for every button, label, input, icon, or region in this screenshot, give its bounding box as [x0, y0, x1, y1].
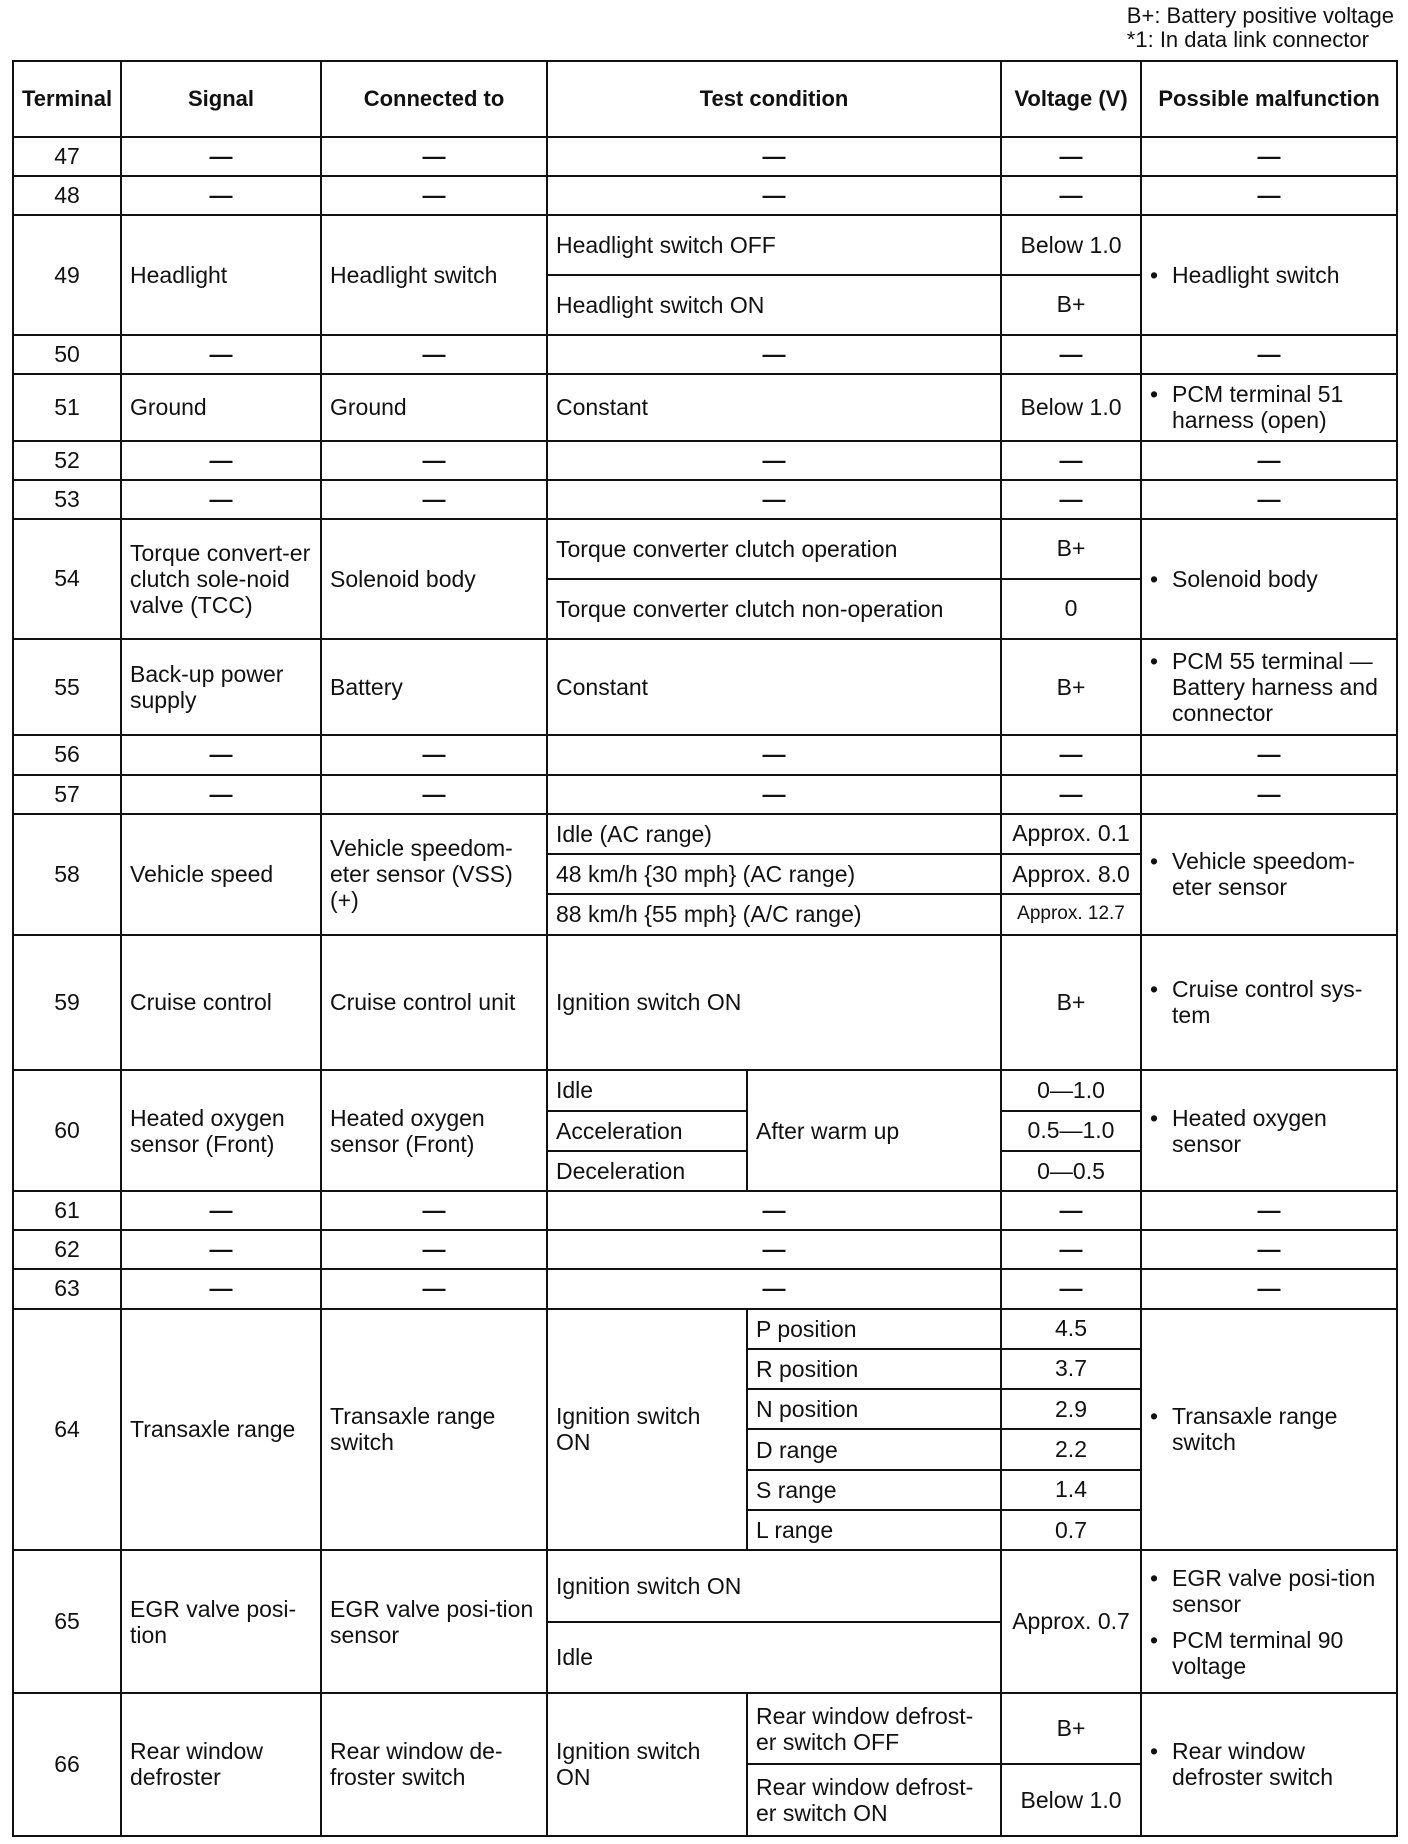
table-row [13, 519, 1397, 579]
dash-cell: — [121, 735, 321, 774]
dash-cell: — [547, 137, 1001, 176]
condition-cell: Headlight switch OFF [547, 215, 1001, 275]
terminal-cell: 58 [13, 814, 121, 935]
dash-cell: — [547, 441, 1001, 480]
table-row [13, 1550, 1397, 1621]
condition-cell: 88 km/h {55 mph} (A/C range) [547, 894, 1001, 934]
legend [1127, 4, 1394, 52]
dash-cell: — [547, 1191, 1001, 1230]
header-connected-to: Connected to [321, 61, 547, 137]
table-row [13, 814, 1397, 854]
legend-bplus: B+: Battery positive voltage [1126, 3, 1394, 28]
dash-cell: — [1141, 480, 1397, 519]
header-terminal: Terminal [13, 61, 121, 137]
voltage-cell: Below 1.0 [1001, 374, 1141, 441]
dash-cell: — [547, 480, 1001, 519]
table-row [13, 1269, 1397, 1308]
terminal-cell: 51 [13, 374, 121, 441]
dash-cell: — [1001, 1230, 1141, 1269]
voltage-cell: Approx. 0.7 [1001, 1550, 1141, 1693]
terminal-cell: 66 [13, 1693, 121, 1836]
dash-cell: — [1001, 480, 1141, 519]
dash-cell: — [321, 775, 547, 814]
signal-cell: Back-up power supply [121, 639, 321, 736]
dash-cell: — [121, 137, 321, 176]
connected-cell: Battery [321, 639, 547, 736]
dash-cell: — [547, 775, 1001, 814]
dash-cell: — [1141, 137, 1397, 176]
bullet-icon: • [1150, 565, 1159, 592]
condition-cell: Torque converter clutch non-operation [547, 579, 1001, 639]
dash-cell: — [121, 1230, 321, 1269]
dash-cell: — [1001, 441, 1141, 480]
condition-cell: Rear window defrost-er switch OFF [747, 1693, 1001, 1764]
dash-cell: — [1141, 775, 1397, 814]
condition-cell: R position [747, 1349, 1001, 1389]
table-row [13, 215, 1397, 275]
malfunction-cell: • Heated oxygen sensor [1141, 1070, 1397, 1191]
malfunction-cell: • PCM terminal 51 harness (open) [1141, 374, 1397, 441]
bullet-icon: • [1150, 1738, 1159, 1765]
dash-cell: — [1001, 1269, 1141, 1308]
signal-cell: Torque convert-er clutch sole-noid valve (TCC) [121, 519, 321, 639]
condition-cell: 48 km/h {30 mph} (AC range) [547, 854, 1001, 894]
condition-cell: P position [747, 1309, 1001, 1349]
condition-common-cell: Ignition switch ON [547, 1693, 747, 1836]
bullet-icon: • [1150, 262, 1159, 289]
dash-cell: — [1001, 735, 1141, 774]
signal-cell: Vehicle speed [121, 814, 321, 935]
terminal-cell: 48 [13, 176, 121, 215]
malfunction-cell: • Headlight switch [1141, 215, 1397, 335]
dash-cell: — [121, 1269, 321, 1308]
voltage-cell: 2.2 [1001, 1429, 1141, 1469]
signal-cell: Rear window defroster [121, 1693, 321, 1836]
terminal-cell: 61 [13, 1191, 121, 1230]
voltage-cell: B+ [1001, 519, 1141, 579]
bullet-icon: • [1150, 1626, 1159, 1653]
header-possible-malfunction: Possible malfunction [1141, 61, 1397, 137]
bullet-icon: • [1150, 848, 1159, 875]
bullet-icon: • [1150, 976, 1159, 1003]
bullet-icon: • [1150, 381, 1159, 408]
connected-cell: Solenoid body [321, 519, 547, 639]
voltage-cell: 3.7 [1001, 1349, 1141, 1389]
signal-cell: Transaxle range [121, 1309, 321, 1551]
signal-cell: EGR valve posi-tion [121, 1550, 321, 1693]
dash-cell: — [1001, 775, 1141, 814]
connected-cell: Vehicle speedom-eter sensor (VSS) (+) [321, 814, 547, 935]
condition-cell: Ignition switch ON [547, 935, 1001, 1071]
voltage-cell: B+ [1001, 1693, 1141, 1764]
condition-cell: Idle [547, 1622, 1001, 1693]
dash-cell: — [121, 480, 321, 519]
dash-cell: — [1141, 1230, 1397, 1269]
dash-cell: — [121, 441, 321, 480]
condition-cell: D range [747, 1429, 1001, 1469]
header-voltage: Voltage (V) [1001, 61, 1141, 137]
connected-cell: Transaxle range switch [321, 1309, 547, 1551]
dash-cell: — [321, 1191, 547, 1230]
dash-cell: — [1001, 1191, 1141, 1230]
table-row [13, 335, 1397, 374]
table-row [13, 480, 1397, 519]
header-test-condition: Test condition [547, 61, 1001, 137]
condition-cell: Constant [547, 374, 1001, 441]
table-row [13, 1230, 1397, 1269]
table-row [13, 374, 1397, 441]
table-row [13, 775, 1397, 814]
voltage-cell: Approx. 0.1 [1001, 814, 1141, 854]
terminal-table [12, 60, 1398, 1837]
terminal-cell: 56 [13, 735, 121, 774]
voltage-cell: B+ [1001, 935, 1141, 1071]
bullet-icon: • [1150, 1564, 1159, 1591]
terminal-cell: 47 [13, 137, 121, 176]
signal-cell: Headlight [121, 215, 321, 335]
dash-cell: — [321, 441, 547, 480]
dash-cell: — [121, 1191, 321, 1230]
dash-cell: — [1141, 1191, 1397, 1230]
dash-cell: — [547, 1230, 1001, 1269]
voltage-cell: 1.4 [1001, 1470, 1141, 1510]
signal-cell: Cruise control [121, 935, 321, 1071]
dash-cell: — [547, 1269, 1001, 1308]
signal-cell: Ground [121, 374, 321, 441]
terminal-cell: 64 [13, 1309, 121, 1551]
malfunction-cell: • Cruise control sys-tem [1141, 935, 1397, 1071]
table-row [13, 441, 1397, 480]
dash-cell: — [547, 176, 1001, 215]
voltage-cell: 0.7 [1001, 1510, 1141, 1550]
voltage-cell: 0 [1001, 579, 1141, 639]
table-row [13, 639, 1397, 736]
voltage-cell: B+ [1001, 275, 1141, 335]
malfunction-cell: • Solenoid body [1141, 519, 1397, 639]
terminal-cell: 49 [13, 215, 121, 335]
terminal-cell: 54 [13, 519, 121, 639]
voltage-cell: Approx. 12.7 [1001, 894, 1141, 934]
dash-cell: — [321, 1269, 547, 1308]
dash-cell: — [321, 735, 547, 774]
dash-cell: — [321, 335, 547, 374]
dash-cell: — [547, 335, 1001, 374]
malfunction-cell: • Rear window defroster switch [1141, 1693, 1397, 1836]
condition-cell: N position [747, 1389, 1001, 1429]
condition-cell: Torque converter clutch operation [547, 519, 1001, 579]
terminal-cell: 60 [13, 1070, 121, 1191]
dash-cell: — [1141, 1269, 1397, 1308]
bullet-icon: • [1150, 648, 1159, 675]
bullet-icon: • [1150, 1403, 1159, 1430]
table-header-row [13, 61, 1397, 137]
dash-cell: — [321, 480, 547, 519]
connected-cell: Heated oxygen sensor (Front) [321, 1070, 547, 1191]
malfunction-cell: • EGR valve posi-tion sensor • PCM terminal 90 voltage [1141, 1550, 1397, 1693]
dash-cell: — [547, 735, 1001, 774]
dash-cell: — [1001, 335, 1141, 374]
dash-cell: — [1141, 335, 1397, 374]
table-row [13, 735, 1397, 774]
terminal-cell: 50 [13, 335, 121, 374]
table-row [13, 1309, 1397, 1349]
voltage-cell: Approx. 8.0 [1001, 854, 1141, 894]
connected-cell: Cruise control unit [321, 935, 547, 1071]
dash-cell: — [1141, 735, 1397, 774]
connected-cell: Rear window de-froster switch [321, 1693, 547, 1836]
malfunction-cell: • Transaxle range switch [1141, 1309, 1397, 1551]
dash-cell: — [121, 775, 321, 814]
table-row [13, 176, 1397, 215]
dash-cell: — [121, 335, 321, 374]
condition-cell: Ignition switch ON [547, 1550, 1001, 1621]
condition-cell: Idle [547, 1070, 747, 1110]
terminal-cell: 53 [13, 480, 121, 519]
terminal-cell: 65 [13, 1550, 121, 1693]
dash-cell: — [121, 176, 321, 215]
condition-cell: L range [747, 1510, 1001, 1550]
dash-cell: — [321, 137, 547, 176]
condition-cell: S range [747, 1470, 1001, 1510]
signal-cell: Heated oxygen sensor (Front) [121, 1070, 321, 1191]
dash-cell: — [1141, 176, 1397, 215]
terminal-cell: 57 [13, 775, 121, 814]
condition-cell: Headlight switch ON [547, 275, 1001, 335]
table-row [13, 1191, 1397, 1230]
connected-cell: EGR valve posi-tion sensor [321, 1550, 547, 1693]
voltage-cell: 4.5 [1001, 1309, 1141, 1349]
terminal-cell: 52 [13, 441, 121, 480]
connected-cell: Headlight switch [321, 215, 547, 335]
connected-cell: Ground [321, 374, 547, 441]
terminal-cell: 59 [13, 935, 121, 1071]
voltage-cell: 2.9 [1001, 1389, 1141, 1429]
table-row [13, 137, 1397, 176]
legend-footnote: *1: In data link connector [1126, 27, 1369, 52]
condition-common-cell: Ignition switch ON [547, 1309, 747, 1551]
dash-cell: — [1001, 176, 1141, 215]
voltage-cell: Below 1.0 [1001, 215, 1141, 275]
bullet-icon: • [1150, 1104, 1159, 1131]
dash-cell: — [321, 176, 547, 215]
table-row [13, 1070, 1397, 1110]
voltage-cell: 0—0.5 [1001, 1151, 1141, 1191]
voltage-cell: 0.5—1.0 [1001, 1111, 1141, 1151]
terminal-cell: 63 [13, 1269, 121, 1308]
dash-cell: — [1141, 441, 1397, 480]
table-row [13, 935, 1397, 1071]
condition-cell: Idle (AC range) [547, 814, 1001, 854]
terminal-cell: 62 [13, 1230, 121, 1269]
condition-cell: Deceleration [547, 1151, 747, 1191]
terminal-cell: 55 [13, 639, 121, 736]
voltage-cell: Below 1.0 [1001, 1764, 1141, 1836]
voltage-cell: 0—1.0 [1001, 1070, 1141, 1110]
dash-cell: — [1001, 137, 1141, 176]
table-row [13, 1693, 1397, 1764]
header-signal: Signal [121, 61, 321, 137]
condition-cell: Rear window defrost-er switch ON [747, 1764, 1001, 1836]
condition-cell: Acceleration [547, 1111, 747, 1151]
voltage-cell: B+ [1001, 639, 1141, 736]
malfunction-cell: • Vehicle speedom-eter sensor [1141, 814, 1397, 935]
condition-common-cell: After warm up [747, 1070, 1001, 1191]
condition-cell: Constant [547, 639, 1001, 736]
dash-cell: — [321, 1230, 547, 1269]
malfunction-cell: • PCM 55 terminal — Battery harness and connector [1141, 639, 1397, 736]
